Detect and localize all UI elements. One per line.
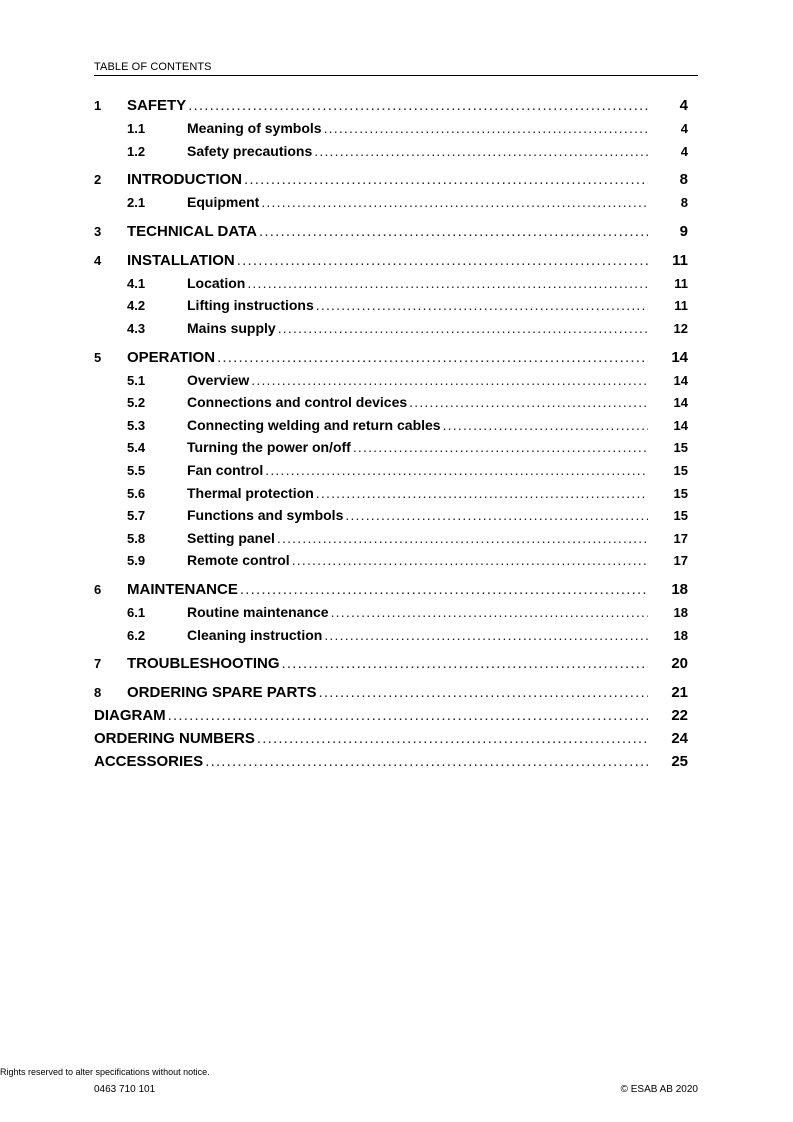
toc-leader-dots: [282, 653, 649, 675]
toc-entry[interactable]: [94, 272, 688, 295]
toc-entry[interactable]: [94, 391, 688, 414]
toc-leader-dots: [237, 250, 648, 272]
toc-entry-number: 8: [94, 685, 102, 701]
toc-entry-title: Setting panel: [187, 529, 275, 546]
toc-entry-number: 2: [94, 172, 102, 188]
toc-entry[interactable]: [94, 369, 688, 392]
toc-entry-page: 17: [673, 553, 688, 569]
toc-entry[interactable]: [94, 704, 688, 727]
toc-entry-number: 1: [94, 98, 102, 113]
toc-entry-title: Fan control: [187, 461, 264, 478]
toc-entry-page: 11: [672, 251, 688, 269]
toc-entry[interactable]: [94, 527, 688, 550]
toc-entry[interactable]: [94, 482, 688, 505]
toc-entry-page: 12: [673, 320, 688, 336]
toc-entry[interactable]: [94, 169, 688, 191]
toc-entry-title: Thermal protection: [187, 484, 314, 501]
toc-entry-title: ACCESSORIES: [94, 753, 204, 771]
toc-entry-page: 17: [673, 530, 688, 546]
toc-leader-dots: [277, 527, 648, 550]
toc-entry-page: 4: [679, 97, 688, 114]
toc-entry-page: 14: [673, 417, 688, 433]
toc-entry-title: INSTALLATION: [127, 251, 235, 269]
toc-entry[interactable]: [94, 682, 688, 704]
toc-leader-dots: [314, 140, 648, 163]
toc-entry-page: 11: [674, 275, 688, 291]
toc-entry[interactable]: [94, 579, 688, 601]
toc-entry[interactable]: [94, 347, 688, 369]
toc-entry-title: Cleaning instruction: [187, 626, 323, 643]
toc-leader-dots: [353, 436, 648, 459]
toc-leader-dots: [345, 504, 648, 527]
toc-entry-number: 5.8: [127, 530, 146, 546]
toc-entry-page: 18: [673, 627, 688, 643]
toc-entry-title: Safety precautions: [187, 142, 313, 159]
toc-entry[interactable]: [94, 624, 688, 647]
toc-entry-title: Equipment: [187, 194, 260, 211]
toc-leader-dots: [278, 317, 648, 340]
toc-leader-dots: [257, 727, 648, 750]
toc-leader-dots: [443, 414, 648, 437]
toc-leader-dots: [188, 95, 648, 117]
toc-leader-dots: [265, 459, 648, 482]
toc-leader-dots: [316, 482, 648, 505]
toc-entry-title: TECHNICAL DATA: [127, 222, 257, 240]
toc-entry[interactable]: [94, 117, 688, 140]
toc-entry-title: Meaning of symbols: [187, 120, 322, 136]
toc-entry[interactable]: [94, 601, 688, 624]
toc-entry-page: 14: [673, 395, 688, 411]
toc-entry-page: 15: [673, 440, 688, 456]
toc-leader-dots: [331, 601, 648, 624]
toc-entry-page: 8: [680, 195, 688, 211]
toc-entry-page: 18: [673, 604, 688, 620]
toc-entry[interactable]: [94, 250, 688, 272]
toc-entry-number: 4.1: [127, 275, 146, 291]
toc-entry-page: 21: [671, 684, 688, 702]
toc-leader-dots: [259, 221, 648, 243]
toc-entry-title: Lifting instructions: [187, 297, 314, 314]
toc-entry[interactable]: [94, 750, 688, 773]
toc-entry[interactable]: [94, 549, 688, 572]
toc-entry-number: 4: [94, 252, 102, 268]
toc-entry-page: 15: [673, 508, 688, 524]
toc-entry-title: Turning the power on/off: [187, 439, 351, 456]
table-of-contents: [94, 95, 688, 773]
toc-entry-number: 5.9: [127, 553, 146, 569]
toc-entry-title: Connections and control devices: [187, 394, 408, 411]
page-header: TABLE OF CONTENTS: [94, 61, 698, 76]
toc-entry-number: 5.1: [127, 372, 146, 388]
toc-entry-number: 1.1: [127, 121, 146, 136]
toc-entry-page: 9: [679, 222, 688, 240]
toc-leader-dots: [292, 549, 648, 572]
toc-leader-dots: [324, 117, 648, 140]
toc-entry[interactable]: [94, 459, 688, 482]
toc-entry-page: 11: [674, 298, 688, 314]
toc-entry-number: 1.2: [127, 143, 146, 159]
toc-leader-dots: [244, 169, 648, 191]
toc-leader-dots: [324, 624, 648, 647]
toc-leader-dots: [205, 750, 648, 773]
toc-entry-number: 5.5: [127, 462, 146, 478]
toc-entry-page: 24: [671, 730, 688, 748]
toc-entry[interactable]: [94, 653, 688, 675]
toc-entry-title: Remote control: [187, 552, 290, 569]
toc-entry-page: 4: [680, 121, 688, 136]
toc-entry-title: INTRODUCTION: [127, 171, 242, 189]
toc-entry-title: TROUBLESHOOTING: [127, 655, 280, 673]
toc-entry-title: DIAGRAM: [94, 707, 166, 725]
toc-leader-dots: [318, 682, 648, 704]
toc-entry-number: 6.1: [127, 604, 146, 620]
toc-entry[interactable]: [94, 436, 688, 459]
toc-entry-page: 8: [679, 171, 688, 189]
toc-entry-title: Routine maintenance: [187, 603, 329, 620]
toc-entry-number: 5.2: [127, 395, 146, 411]
toc-entry-title: Overview: [187, 371, 250, 388]
toc-entry-title: Mains supply: [187, 319, 276, 336]
toc-entry[interactable]: [94, 140, 688, 163]
toc-entry-page: 4: [680, 143, 688, 159]
toc-leader-dots: [261, 191, 648, 214]
toc-leader-dots: [316, 294, 648, 317]
toc-entry-title: MAINTENANCE: [127, 580, 238, 598]
toc-entry-title: Connecting welding and return cables: [187, 416, 441, 433]
toc-entry-number: 5: [94, 349, 102, 365]
toc-entry-number: 5.7: [127, 508, 146, 524]
toc-entry[interactable]: [94, 317, 688, 340]
toc-entry-number: 2.1: [127, 195, 146, 211]
toc-entry[interactable]: [94, 504, 688, 527]
toc-leader-dots: [251, 369, 648, 392]
toc-entry[interactable]: [94, 727, 688, 750]
toc-entry-number: 4.3: [127, 320, 146, 336]
toc-entry[interactable]: [94, 221, 688, 243]
toc-entry-page: 14: [671, 348, 688, 366]
toc-leader-dots: [217, 347, 648, 369]
toc-leader-dots: [409, 391, 648, 414]
toc-entry-number: 7: [94, 656, 102, 672]
toc-leader-dots: [168, 704, 648, 727]
copyright: © ESAB AB 2020: [620, 1084, 698, 1095]
toc-entry-number: 6: [94, 581, 102, 597]
toc-leader-dots: [240, 579, 648, 601]
document-number: 0463 710 101: [94, 1084, 156, 1095]
toc-entry[interactable]: [94, 294, 688, 317]
toc-entry-page: 18: [671, 580, 688, 598]
toc-entry-number: 5.4: [127, 440, 146, 456]
toc-entry[interactable]: [94, 414, 688, 437]
toc-entry[interactable]: [94, 191, 688, 214]
toc-entry-title: ORDERING SPARE PARTS: [127, 684, 317, 702]
toc-entry-number: 4.2: [127, 298, 146, 314]
toc-entry-page: 20: [671, 655, 688, 673]
footer-note: Rights reserved to alter specifications without notice.: [0, 1067, 210, 1077]
toc-entry-page: 22: [671, 707, 688, 725]
toc-entry-number: 3: [94, 223, 102, 239]
toc-entry-page: 25: [671, 753, 688, 771]
toc-entry[interactable]: [94, 95, 688, 117]
toc-entry-title: SAFETY: [127, 97, 187, 114]
toc-entry-page: 14: [673, 372, 688, 388]
toc-entry-page: 15: [673, 462, 688, 478]
toc-entry-title: Functions and symbols: [187, 507, 344, 524]
toc-leader-dots: [247, 272, 648, 295]
toc-entry-number: 5.3: [127, 417, 146, 433]
toc-entry-title: ORDERING NUMBERS: [94, 730, 255, 748]
toc-entry-title: Location: [187, 274, 246, 291]
toc-entry-number: 6.2: [127, 627, 146, 643]
toc-entry-number: 5.6: [127, 485, 146, 501]
toc-entry-page: 15: [673, 485, 688, 501]
toc-entry-title: OPERATION: [127, 348, 216, 366]
